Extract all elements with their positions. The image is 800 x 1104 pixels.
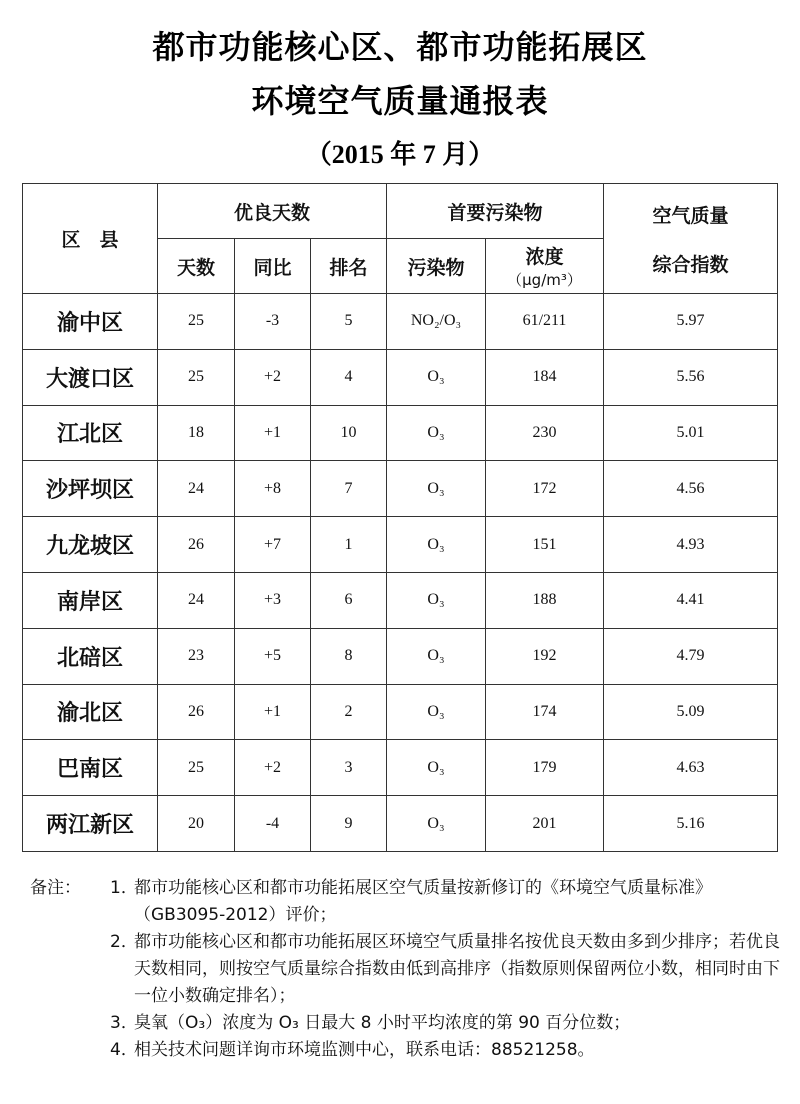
rank-cell: 9 <box>311 796 387 852</box>
yoy-cell: +8 <box>235 461 311 517</box>
header-concentration-unit: （μg/m³） <box>507 271 582 289</box>
yoy-cell: +1 <box>235 684 311 740</box>
note-text: 臭氧（O₃）浓度为 O₃ 日最大 8 小时平均浓度的第 90 百分位数； <box>134 1013 631 1033</box>
pollutant-cell: O₃ <box>387 572 486 628</box>
note-item <box>110 1010 780 1037</box>
aqi-index-cell: 4.56 <box>604 461 778 517</box>
note-item <box>110 1037 780 1064</box>
report-title-line2: 环境空气质量通报表 <box>251 82 549 120</box>
days-cell: 18 <box>158 405 235 461</box>
yoy-cell: +2 <box>235 740 311 796</box>
pollutant-cell: O₃ <box>387 796 486 852</box>
concentration-cell: 192 <box>486 628 604 684</box>
district-cell: 九龙坡区 <box>23 517 158 573</box>
district-cell: 北碚区 <box>23 628 158 684</box>
report-period: （2015 年 7 月） <box>305 140 495 169</box>
aqi-index-cell: 4.41 <box>604 572 778 628</box>
district-cell: 沙坪坝区 <box>23 461 158 517</box>
district-cell: 巴南区 <box>23 740 158 796</box>
pollutant-cell: NO₂/O₃ <box>387 294 486 350</box>
days-cell: 26 <box>158 517 235 573</box>
concentration-cell: 188 <box>486 572 604 628</box>
pollutant-cell: O₃ <box>387 628 486 684</box>
header-days: 天数 <box>158 239 235 294</box>
note-number: 2． <box>110 932 138 952</box>
days-cell: 23 <box>158 628 235 684</box>
table-row <box>23 294 778 350</box>
yoy-cell: +5 <box>235 628 311 684</box>
pollutant-cell: O₃ <box>387 517 486 573</box>
header-aqi-line1: 空气质量 <box>652 204 729 227</box>
aqi-index-cell: 5.01 <box>604 405 778 461</box>
concentration-cell: 172 <box>486 461 604 517</box>
air-quality-table <box>22 183 778 852</box>
table-row <box>23 517 778 573</box>
concentration-cell: 230 <box>486 405 604 461</box>
concentration-cell: 174 <box>486 684 604 740</box>
note-text: 相关技术问题详询市环境监测中心，联系电话：88521258。 <box>134 1040 595 1060</box>
pollutant-cell: O₃ <box>387 349 486 405</box>
district-cell: 两江新区 <box>23 796 158 852</box>
notes-list <box>110 875 780 1064</box>
days-cell: 25 <box>158 740 235 796</box>
aqi-index-cell: 4.63 <box>604 740 778 796</box>
aqi-index-cell: 5.97 <box>604 294 778 350</box>
district-cell: 大渡口区 <box>23 349 158 405</box>
pollutant-cell: O₃ <box>387 740 486 796</box>
header-pollutant: 污染物 <box>387 239 486 294</box>
yoy-cell: +7 <box>235 517 311 573</box>
rank-cell: 4 <box>311 349 387 405</box>
table-row <box>23 349 778 405</box>
concentration-cell: 151 <box>486 517 604 573</box>
table-row <box>23 796 778 852</box>
header-rank: 排名 <box>311 239 387 294</box>
yoy-cell: -3 <box>235 294 311 350</box>
note-number: 1． <box>110 878 138 898</box>
pollutant-cell: O₃ <box>387 684 486 740</box>
header-main-pollutant: 首要污染物 <box>387 184 604 239</box>
days-cell: 26 <box>158 684 235 740</box>
header-yoy: 同比 <box>235 239 311 294</box>
rank-cell: 2 <box>311 684 387 740</box>
table-row <box>23 740 778 796</box>
aqi-index-cell: 4.93 <box>604 517 778 573</box>
concentration-cell: 179 <box>486 740 604 796</box>
header-concentration <box>486 239 604 294</box>
district-cell: 渝中区 <box>23 294 158 350</box>
table-row <box>23 405 778 461</box>
note-text: 都市功能核心区和都市功能拓展区空气质量按新修订的《环境空气质量标准》（GB3095-2012）评价； <box>134 878 712 925</box>
table-row <box>23 684 778 740</box>
district-cell: 江北区 <box>23 405 158 461</box>
district-cell: 渝北区 <box>23 684 158 740</box>
notes-label: 备注： <box>30 878 81 898</box>
notes-section <box>30 875 780 1064</box>
yoy-cell: +3 <box>235 572 311 628</box>
header-district: 区 县 <box>23 184 158 294</box>
header-good-days: 优良天数 <box>158 184 387 239</box>
table-row <box>23 461 778 517</box>
days-cell: 24 <box>158 572 235 628</box>
table-row <box>23 572 778 628</box>
header-aqi <box>604 184 778 294</box>
rank-cell: 5 <box>311 294 387 350</box>
table-body <box>23 294 778 852</box>
table-row <box>23 628 778 684</box>
yoy-cell: +2 <box>235 349 311 405</box>
report-title-line1: 都市功能核心区、都市功能拓展区 <box>152 28 648 66</box>
note-number: 3． <box>110 1013 138 1033</box>
concentration-cell: 201 <box>486 796 604 852</box>
note-item <box>110 929 780 1010</box>
district-cell: 南岸区 <box>23 572 158 628</box>
pollutant-cell: O₃ <box>387 461 486 517</box>
aqi-index-cell: 5.09 <box>604 684 778 740</box>
rank-cell: 8 <box>311 628 387 684</box>
header-concentration-label: 浓度 <box>525 246 564 268</box>
rank-cell: 7 <box>311 461 387 517</box>
rank-cell: 1 <box>311 517 387 573</box>
header-aqi-line2: 综合指数 <box>652 253 729 276</box>
rank-cell: 6 <box>311 572 387 628</box>
aqi-index-cell: 5.16 <box>604 796 778 852</box>
concentration-cell: 184 <box>486 349 604 405</box>
aqi-index-cell: 5.56 <box>604 349 778 405</box>
days-cell: 25 <box>158 294 235 350</box>
days-cell: 24 <box>158 461 235 517</box>
note-item <box>110 875 780 929</box>
note-text: 都市功能核心区和都市功能拓展区环境空气质量排名按优良天数由多到少排序；若优良天数相同，则按空气质量综合指数由低到高排序（指数原则保留两位小数，相同时由下一位小数确定排名）； <box>134 932 780 1006</box>
yoy-cell: +1 <box>235 405 311 461</box>
pollutant-cell: O₃ <box>387 405 486 461</box>
concentration-cell: 61/211 <box>486 294 604 350</box>
days-cell: 20 <box>158 796 235 852</box>
aqi-index-cell: 4.79 <box>604 628 778 684</box>
rank-cell: 3 <box>311 740 387 796</box>
days-cell: 25 <box>158 349 235 405</box>
rank-cell: 10 <box>311 405 387 461</box>
note-number: 4． <box>110 1040 138 1060</box>
yoy-cell: -4 <box>235 796 311 852</box>
